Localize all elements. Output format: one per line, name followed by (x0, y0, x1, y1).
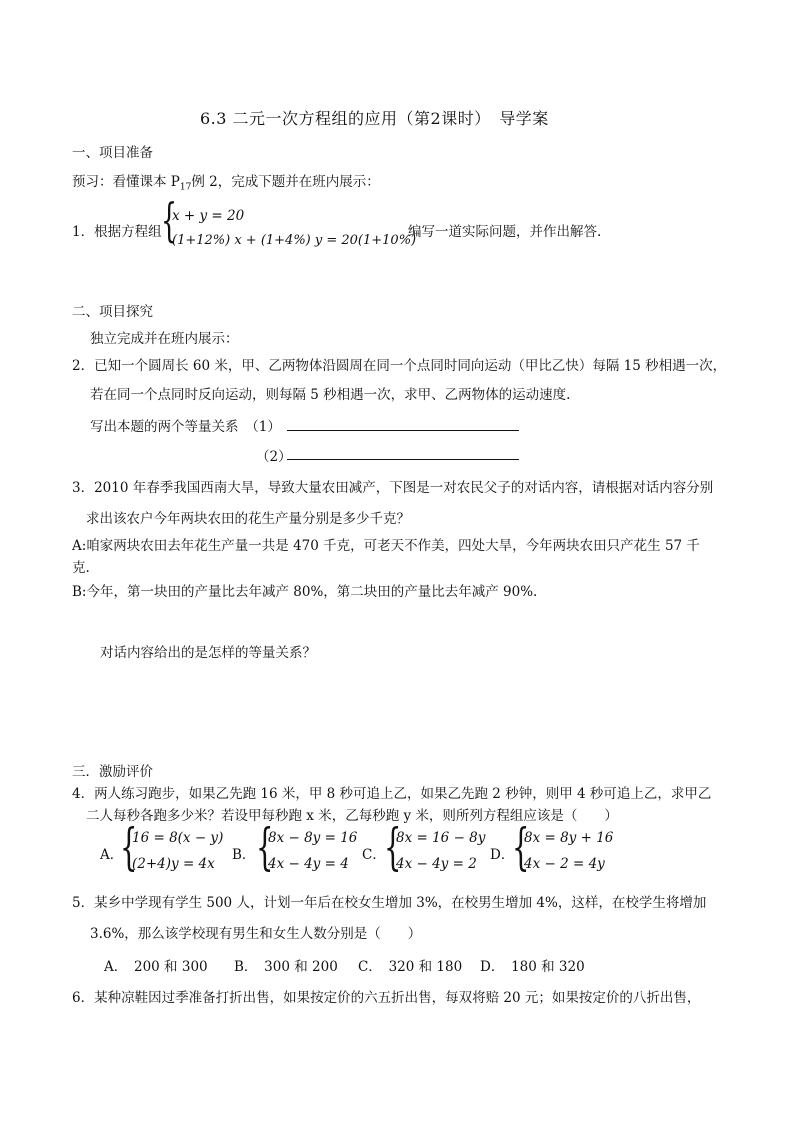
dialogue-a-line-2: 克. (72, 560, 90, 576)
q5-line-1: 5．某乡中学现有学生 500 人，计划一年后在校女生增加 3%，在校男生增加 4%，这样，在校学生将增加 (72, 895, 707, 911)
q4-option-d-label: D． (490, 847, 515, 863)
q4-option-b-eq1: 8x − 8y = 16 (268, 830, 358, 846)
section-heading-prepare: 一、项目准备 (72, 145, 153, 161)
q5-option-b: B． 300 和 200 (234, 959, 338, 975)
q4-option-a-eq1: 16 = 8(x − y) (132, 830, 224, 846)
q3-line-2: 求出该农户今年两块农田的花生产量分别是多少千克？ (86, 511, 410, 527)
preview-page-sub: 17 (179, 182, 192, 193)
q4-option-d-eq2: 4x − 2 = 4y (524, 856, 605, 872)
q4-option-b-brace: { (256, 818, 274, 876)
q4-option-c-brace: { (384, 818, 402, 876)
dialogue-a-line-1: A:咱家两块农田去年花生产量一共是 470 千克，可老天不作美，四处大旱，今年两块农田只产花生 57 千 (72, 538, 700, 554)
q2-line-2: 若在同一个点同时反向运动，则每隔 5 秒相遇一次，求甲、乙两物体的运动速度. (90, 387, 571, 403)
q2-answer-blank-2[interactable] (287, 459, 519, 460)
preview-line (72, 170, 380, 193)
q1-brace: { (161, 193, 178, 247)
q4-option-c-eq1: 8x = 16 − 8y (396, 830, 486, 846)
q1-prefix: 1．根据方程组 (72, 224, 162, 240)
q4-option-a-eq2: (2+4)y = 4x (132, 856, 215, 872)
q2-answer-blank-1[interactable] (287, 430, 519, 431)
q4-option-c-eq2: 4x − 4y = 2 (396, 856, 477, 872)
q2-equality-label-1: 写出本题的两个等量关系 （1） (90, 419, 281, 435)
q4-option-b-eq2: 4x − 4y = 4 (268, 856, 349, 872)
section-heading-explore: 二、项目探究 (72, 304, 153, 320)
q1-equation-1: x + y = 20 (172, 208, 245, 224)
section-heading-evaluate: 三．激励评价 (72, 764, 153, 780)
page-title: 6.3 二元一次方程组的应用（第2课时） 导学案 (200, 109, 549, 128)
q6-line-1: 6．某种凉鞋因过季准备打折出售，如果按定价的六五折出售，每双将赔 20 元；如果按定价的八折出售， (72, 990, 701, 1006)
q1-equation-2: (1+12%) x + (1+4%) y = 20(1+10%) (172, 233, 417, 248)
q4-option-d-eq1: 8x = 8y + 16 (524, 830, 614, 846)
q4-option-b-label: B． (232, 847, 256, 863)
preview-text: 预习：看懂课本 P (72, 174, 180, 190)
q3-question: 对话内容给出的是怎样的等量关系？ (100, 645, 316, 661)
q4-option-d-brace: { (512, 818, 530, 876)
q3-line-1: 3．2010 年春季我国西南大旱，导致大量农田减产，下图是一对农民父子的对话内容，请根据对话内容分别 (72, 480, 714, 496)
q5-line-2: 3.6%，那么该学校现有男生和女生人数分别是（ ） (90, 926, 422, 942)
q1-suffix: 编写一道实际问题，并作出解答. (408, 224, 602, 240)
q4-option-c-label: C． (362, 847, 386, 863)
dialogue-b-line: B:今年，第一块田的产量比去年减产 80%，第二块田的产量比去年减产 90%. (72, 584, 538, 600)
preview-rest: 例 2，完成下题并在班内展示： (191, 174, 380, 190)
q4-line-1: 4．两人练习跑步，如果乙先跑 16 米，甲 8 秒可追上乙，如果乙先跑 2 秒钟，则甲 4 秒可追上乙，求甲乙 (72, 786, 712, 802)
q4-line-2: 二人每秒各跑多少米？若设甲每秒跑 x 米，乙每秒跑 y 米，则所列方程组应该是（ ） (86, 808, 618, 824)
q2-line-1: 2．已知一个圆周长 60 米，甲、乙两物体沿圆周在同一个点同时同向运动（甲比乙快）每隔 15 秒相遇一次， (72, 358, 727, 374)
q4-option-a-brace: { (120, 818, 138, 876)
q5-option-a: A． 200 和 300 (104, 959, 208, 975)
q2-equality-label-2: （2） (256, 449, 292, 465)
q4-option-a-label: A． (100, 847, 124, 863)
explore-intro: 独立完成并在班内展示： (90, 331, 239, 347)
q5-option-c: C． 320 和 180 (358, 959, 463, 975)
q5-option-d: D． 180 和 320 (480, 959, 585, 975)
